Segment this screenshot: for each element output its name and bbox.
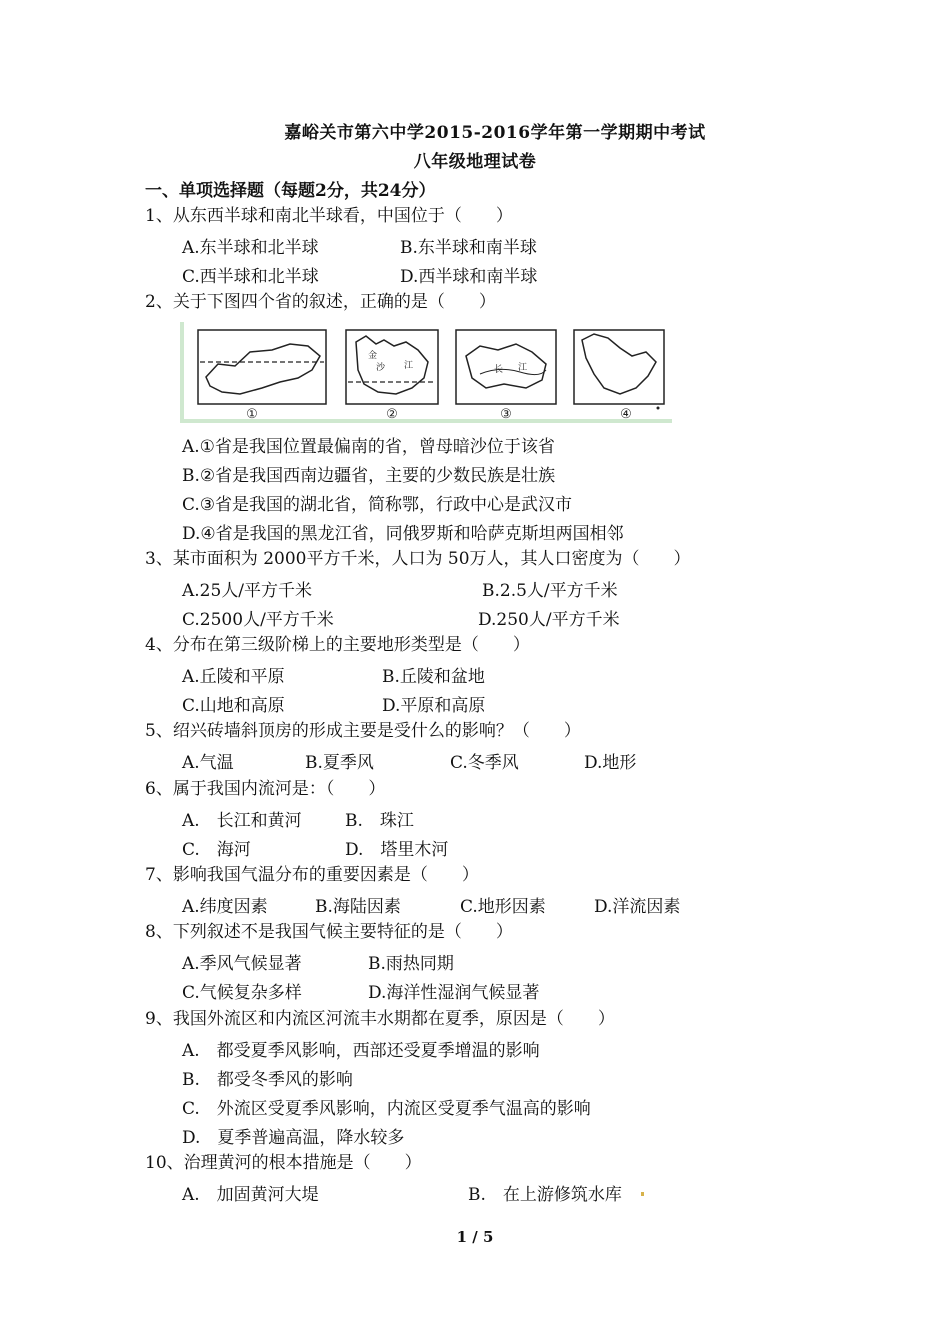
option: D.海洋性湿润气候显著 (368, 983, 540, 1003)
option: B. 都受冬季风的影响 (182, 1070, 353, 1090)
question-stem: 3、某市面积为 2000平方千米，人口为 50万人，其人口密度为（ ） (145, 549, 691, 569)
option: A.东半球和北半球 (182, 238, 319, 258)
option: A.纬度因素 (182, 897, 268, 917)
option: C.2500人/平方千米 (182, 610, 334, 630)
stray-mark (641, 1192, 644, 1196)
option: C.山地和高原 (182, 696, 285, 716)
option: B.东半球和南半球 (400, 238, 537, 258)
option: B. 珠江 (345, 811, 414, 831)
option: B.②省是我国西南边疆省，主要的少数民族是壮族 (182, 466, 556, 486)
option: B.夏季风 (305, 753, 374, 773)
map-number: ② (386, 407, 398, 422)
question-stem: 1、从东西半球和南北半球看，中国位于（ ） (145, 206, 513, 226)
map-3-label: 长 (494, 365, 504, 375)
question-stem: 8、下列叙述不是我国气候主要特征的是（ ） (145, 922, 513, 942)
page-number: 1 / 5 (456, 1228, 494, 1246)
option: C.地形因素 (460, 897, 546, 917)
question-stem: 4、分布在第三级阶梯上的主要地形类型是（ ） (145, 635, 530, 655)
option: D. 夏季普遍高温，降水较多 (182, 1128, 405, 1148)
province-maps-figure (180, 322, 672, 424)
option: C. 海河 (182, 840, 251, 860)
map-2-label: 沙 (376, 363, 386, 373)
option: D.250人/平方千米 (478, 610, 620, 630)
option: C.③省是我国的湖北省，简称鄂，行政中心是武汉市 (182, 495, 573, 515)
option: D.西半球和南半球 (400, 267, 538, 287)
option: D.地形 (584, 753, 637, 773)
map-number: ① (246, 407, 258, 422)
option: A. 加固黄河大堤 (182, 1185, 319, 1205)
option: D.④省是我国的黑龙江省，同俄罗斯和哈萨克斯坦两国相邻 (182, 524, 624, 544)
option: A. 都受夏季风影响，西部还受夏季增温的影响 (182, 1041, 540, 1061)
question-stem: 2、关于下图四个省的叙述，正确的是（ ） (145, 292, 496, 312)
option: B. 在上游修筑水库 (468, 1185, 622, 1205)
question-stem: 6、属于我国内流河是：（ ） (145, 779, 386, 799)
question-stem: 5、绍兴砖墙斜顶房的形成主要是受什么的影响？（ ） (145, 721, 581, 741)
option: B.2.5人/平方千米 (482, 581, 618, 601)
map-3-label: 江 (518, 363, 528, 373)
option: A.①省是我国位置最偏南的省，曾母暗沙位于该省 (182, 437, 555, 457)
option: C.西半球和北半球 (182, 267, 319, 287)
map-2-label: 金 (368, 351, 378, 361)
option: B.海陆因素 (315, 897, 401, 917)
option: A.季风气候显著 (182, 954, 302, 974)
option: D. 塔里木河 (345, 840, 449, 860)
option: C.气候复杂多样 (182, 983, 302, 1003)
option: C. 外流区受夏季风影响，内流区受夏季气温高的影响 (182, 1099, 591, 1119)
option: A.丘陵和平原 (182, 667, 285, 687)
question-stem: 9、我国外流区和内流区河流丰水期都在夏季，原因是（ ） (145, 1009, 615, 1029)
option: D.平原和高原 (382, 696, 486, 716)
option: B.丘陵和盆地 (382, 667, 485, 687)
option: A.25人/平方千米 (182, 581, 313, 601)
map-number: ④ (620, 407, 632, 422)
option: A.气温 (182, 753, 234, 773)
option: A. 长江和黄河 (182, 811, 302, 831)
question-stem: 10、治理黄河的根本措施是（ ） (145, 1153, 422, 1173)
exam-title: 嘉峪关市第六中学2015-2016学年第一学期期中考试 (284, 123, 706, 143)
question-stem: 7、影响我国气温分布的重要因素是（ ） (145, 865, 479, 885)
option: C.冬季风 (450, 753, 519, 773)
map-number: ③ (500, 407, 512, 422)
exam-subtitle: 八年级地理试卷 (413, 152, 537, 172)
option: B.雨热同期 (368, 954, 454, 974)
map-2-label: 江 (404, 361, 414, 371)
section-heading: 一、单项选择题（每题2分，共24分） (145, 181, 436, 201)
option: D.洋流因素 (594, 897, 681, 917)
